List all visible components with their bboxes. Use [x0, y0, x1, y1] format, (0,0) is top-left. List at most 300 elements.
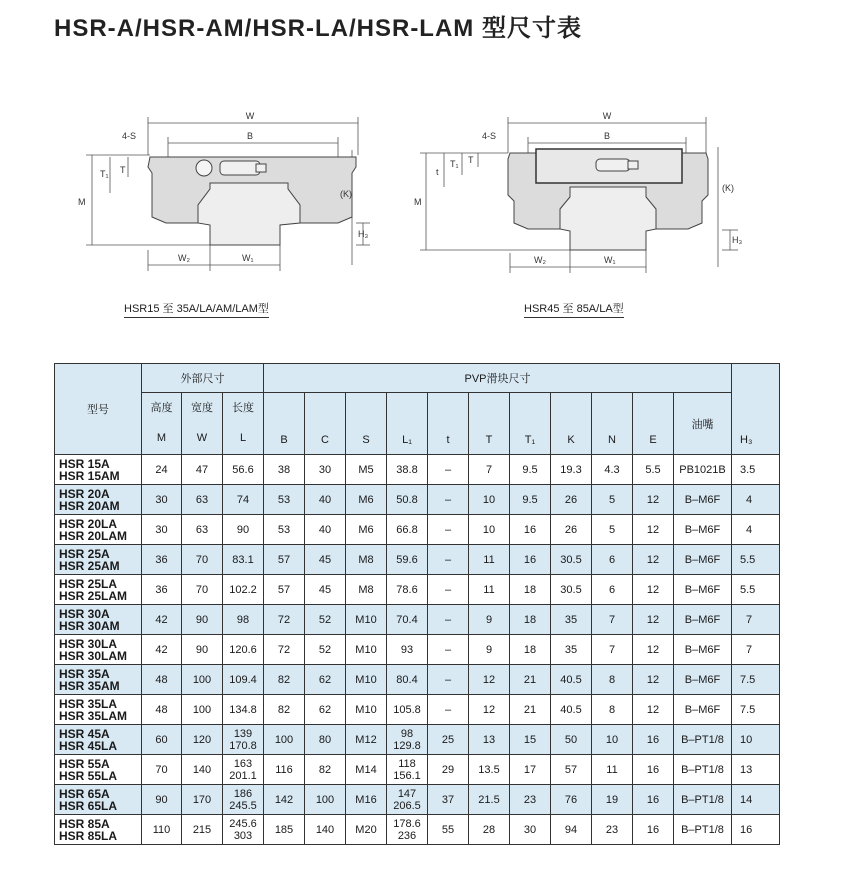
cell-l1 [387, 755, 428, 785]
cell-value-short: 98 [400, 727, 414, 740]
l-header: L [223, 422, 264, 455]
dim-k-label: (K) [722, 183, 734, 193]
b-header: B [264, 393, 305, 455]
cell-l1: 105.8 [387, 695, 428, 725]
cell-k: 30.5 [551, 575, 592, 605]
cell-s: M6 [346, 515, 387, 545]
cell-t1: 30 [510, 815, 551, 845]
cell-e: 16 [633, 785, 674, 815]
left-diagram-caption: HSR15 至 35A/LA/AM/LAM型 [124, 300, 269, 318]
cell-l1: 59.6 [387, 545, 428, 575]
model-name: HSR 35LA [59, 696, 118, 711]
cell-e: 12 [633, 485, 674, 515]
dim-h3-label: H₃ [732, 235, 743, 245]
cell-s: M10 [346, 665, 387, 695]
cell-t1: 18 [510, 605, 551, 635]
table-row [55, 545, 780, 575]
cell-t1: 15 [510, 725, 551, 755]
table-row [55, 785, 780, 815]
cell-l: 102.2 [223, 575, 264, 605]
dim-s-label: 4-S [122, 131, 137, 141]
cell-b: 142 [264, 785, 305, 815]
cell-value-short: 186 [233, 787, 253, 800]
model-name: HSR 20LA [59, 516, 118, 531]
cell-k: 94 [551, 815, 592, 845]
dim-w2-label: W₂ [178, 253, 190, 263]
dim-k-label: (K) [340, 189, 352, 199]
cell-value-long: 201.1 [229, 769, 257, 782]
cell-oil: B–M6F [674, 515, 732, 545]
dim-w-label: W [245, 111, 255, 121]
e-header: E [633, 393, 674, 455]
cell-m: 48 [142, 695, 182, 725]
cell-value-long: 206.5 [393, 799, 421, 812]
cell-k: 76 [551, 785, 592, 815]
cell-s: M12 [346, 725, 387, 755]
cell-t: – [428, 515, 469, 545]
cell-c: 82 [305, 755, 346, 785]
cell-l: 56.6 [223, 455, 264, 485]
cell-m: 110 [142, 815, 182, 845]
cell-c: 45 [305, 575, 346, 605]
cell-t: 10 [469, 515, 510, 545]
l1-header: L₁ [387, 393, 428, 455]
cell-m: 30 [142, 485, 182, 515]
cell-k: 50 [551, 725, 592, 755]
cell-k: 40.5 [551, 695, 592, 725]
model-name: HSR 55LA [59, 768, 118, 783]
model-cell [55, 515, 142, 545]
table-row [55, 635, 780, 665]
cell-n: 6 [592, 545, 633, 575]
model-name: HSR 20A [59, 486, 110, 501]
model-cell [55, 575, 142, 605]
model-name: HSR 35AM [59, 678, 120, 693]
cell-t: 25 [428, 725, 469, 755]
dimension-table [54, 363, 780, 845]
cell-n: 5 [592, 485, 633, 515]
cell-oil: B–M6F [674, 575, 732, 605]
cell-s: M8 [346, 545, 387, 575]
cell-t1: 21 [510, 665, 551, 695]
cell-n: 8 [592, 665, 633, 695]
model-cell [55, 755, 142, 785]
cell-w: 63 [182, 485, 223, 515]
cell-n: 5 [592, 515, 633, 545]
cell-e: 12 [633, 515, 674, 545]
cell-s: M10 [346, 605, 387, 635]
model-cell [55, 605, 142, 635]
cell-n: 7 [592, 605, 633, 635]
model-name: HSR 15AM [59, 468, 120, 483]
left-block-diagram [70, 105, 390, 285]
cell-w: 90 [182, 635, 223, 665]
cell-m: 30 [142, 515, 182, 545]
cell-t1: 9.5 [510, 455, 551, 485]
cell-b: 116 [264, 755, 305, 785]
cell-value-long: 245.5 [229, 799, 257, 812]
cell-w: 100 [182, 695, 223, 725]
cell-c: 52 [305, 605, 346, 635]
cell-value-short: 139 [233, 727, 253, 740]
cell-n: 8 [592, 695, 633, 725]
cell-e: 12 [633, 635, 674, 665]
cell-e: 12 [633, 605, 674, 635]
cell-t1: 16 [510, 515, 551, 545]
cell-n: 11 [592, 755, 633, 785]
cell-m: 24 [142, 455, 182, 485]
cell-k: 30.5 [551, 545, 592, 575]
cell-h3: 7 [732, 635, 780, 665]
cell-k: 19.3 [551, 455, 592, 485]
cell-w: 140 [182, 755, 223, 785]
cell-t1: 9.5 [510, 485, 551, 515]
cell-c: 80 [305, 725, 346, 755]
dim-w2-label: W₂ [534, 255, 546, 265]
model-name: HSR 65A [59, 786, 110, 801]
cell-e: 12 [633, 665, 674, 695]
right-diagram-caption: HSR45 至 85A/LA型 [524, 300, 624, 318]
cell-m: 60 [142, 725, 182, 755]
outer-dim-header: 外部尺寸 [142, 364, 264, 393]
cell-k: 35 [551, 635, 592, 665]
cell-l1: 38.8 [387, 455, 428, 485]
cell-l [223, 815, 264, 845]
model-name: HSR 55A [59, 756, 110, 771]
cell-h3: 10 [732, 725, 780, 755]
dim-m-label: M [414, 197, 422, 207]
cell-t: – [428, 455, 469, 485]
cell-h3: 16 [732, 815, 780, 845]
cell-b: 72 [264, 635, 305, 665]
cell-b: 185 [264, 815, 305, 845]
cell-t: – [428, 575, 469, 605]
model-name: HSR 25AM [59, 558, 120, 573]
cell-oil: B–M6F [674, 545, 732, 575]
cell-k: 26 [551, 485, 592, 515]
k-header: K [551, 393, 592, 455]
cell-b: 57 [264, 575, 305, 605]
cell-c: 30 [305, 455, 346, 485]
cell-c: 45 [305, 545, 346, 575]
model-name: HSR 25LA [59, 576, 118, 591]
cell-value-short: 245.6 [229, 817, 257, 830]
cell-m: 42 [142, 605, 182, 635]
cell-k: 35 [551, 605, 592, 635]
table-row [55, 725, 780, 755]
cell-e: 12 [633, 575, 674, 605]
cell-b: 72 [264, 605, 305, 635]
cell-t: – [428, 665, 469, 695]
cell-h3: 7.5 [732, 695, 780, 725]
cell-n: 10 [592, 725, 633, 755]
table-row [55, 455, 780, 485]
cell-w: 47 [182, 455, 223, 485]
n-header: N [592, 393, 633, 455]
cell-b: 53 [264, 485, 305, 515]
model-name: HSR 15A [59, 456, 110, 471]
cell-l: 98 [223, 605, 264, 635]
cell-s: M16 [346, 785, 387, 815]
model-name: HSR 45A [59, 726, 110, 741]
cell-oil: B–PT1/8 [674, 815, 732, 845]
cell-n: 4.3 [592, 455, 633, 485]
page-title: HSR-A/HSR-AM/HSR-LA/HSR-LAM 型尺寸表 [54, 15, 582, 42]
cell-h3: 13 [732, 755, 780, 785]
cell-value-short: 178.6 [393, 817, 421, 830]
cell-e: 12 [633, 695, 674, 725]
cell-c: 100 [305, 785, 346, 815]
pvp-dim-header: PVP滑块尺寸 [264, 364, 732, 393]
cell-oil: B–M6F [674, 665, 732, 695]
model-name: HSR 65LA [59, 798, 118, 813]
cell-n: 19 [592, 785, 633, 815]
cell-t1: 18 [510, 575, 551, 605]
cell-value-short: 163 [233, 757, 253, 770]
cell-n: 6 [592, 575, 633, 605]
table-row [55, 695, 780, 725]
cell-t: 7 [469, 455, 510, 485]
cell-oil: B–M6F [674, 605, 732, 635]
cell-oil: B–PT1/8 [674, 755, 732, 785]
table-row [55, 665, 780, 695]
cell-t: 37 [428, 785, 469, 815]
table-row [55, 575, 780, 605]
cell-l: 74 [223, 485, 264, 515]
cell-l1: 78.6 [387, 575, 428, 605]
model-cell [55, 635, 142, 665]
cell-e: 16 [633, 815, 674, 845]
cell-s: M10 [346, 695, 387, 725]
length-header: 长度 [223, 393, 264, 422]
model-cell [55, 785, 142, 815]
cell-m: 48 [142, 665, 182, 695]
cell-t: 55 [428, 815, 469, 845]
cell-t: 13.5 [469, 755, 510, 785]
cell-c: 52 [305, 635, 346, 665]
cell-m: 36 [142, 545, 182, 575]
cell-l1: 66.8 [387, 515, 428, 545]
cell-value-long: 156.1 [393, 769, 421, 782]
model-name: HSR 85A [59, 816, 110, 831]
cell-c: 40 [305, 515, 346, 545]
cell-h3: 3.5 [732, 455, 780, 485]
dim-w1-label: W₁ [242, 253, 254, 263]
dim-t1-label: T₁ [100, 169, 109, 179]
cell-value-long: 236 [397, 829, 417, 842]
cell-l1: 50.8 [387, 485, 428, 515]
cell-value-long: 129.8 [393, 739, 421, 752]
s-header: S [346, 393, 387, 455]
cell-oil: B–M6F [674, 695, 732, 725]
t-header: T [469, 393, 510, 455]
cell-t: 29 [428, 755, 469, 785]
cell-b: 82 [264, 695, 305, 725]
cell-l: 134.8 [223, 695, 264, 725]
width-header: 宽度 [182, 393, 223, 422]
cell-w: 100 [182, 665, 223, 695]
model-header: 型号 [55, 364, 142, 455]
grease-nipple-header: 油嘴 [674, 393, 732, 455]
cell-s: M8 [346, 575, 387, 605]
cell-e: 16 [633, 755, 674, 785]
cell-t: 21.5 [469, 785, 510, 815]
table-row [55, 815, 780, 845]
cell-t: – [428, 605, 469, 635]
cell-t: 12 [469, 695, 510, 725]
cell-b: 100 [264, 725, 305, 755]
dim-t-label: T [120, 165, 126, 175]
cell-c: 62 [305, 695, 346, 725]
cell-l: 83.1 [223, 545, 264, 575]
model-name: HSR 20LAM [59, 528, 128, 543]
cell-m: 70 [142, 755, 182, 785]
cell-m: 90 [142, 785, 182, 815]
cell-oil: PB1021B [674, 455, 732, 485]
cell-s: M5 [346, 455, 387, 485]
cell-value-long: 170.8 [229, 739, 257, 752]
cell-oil: B–M6F [674, 485, 732, 515]
cell-s: M14 [346, 755, 387, 785]
dim-t-small-label: t [436, 167, 439, 177]
cell-t: 9 [469, 635, 510, 665]
cell-b: 53 [264, 515, 305, 545]
model-name: HSR 85LA [59, 828, 118, 843]
cell-m: 42 [142, 635, 182, 665]
cell-n: 23 [592, 815, 633, 845]
cell-s: M20 [346, 815, 387, 845]
model-cell [55, 455, 142, 485]
cell-t1: 16 [510, 545, 551, 575]
cell-n: 7 [592, 635, 633, 665]
model-name: HSR 45LA [59, 738, 118, 753]
cell-l1: 93 [387, 635, 428, 665]
cell-w: 70 [182, 575, 223, 605]
dim-s-label: 4-S [482, 131, 497, 141]
model-cell [55, 485, 142, 515]
cell-oil: B–PT1/8 [674, 785, 732, 815]
cell-t: 13 [469, 725, 510, 755]
cell-e: 12 [633, 545, 674, 575]
cell-t: 10 [469, 485, 510, 515]
cell-s: M6 [346, 485, 387, 515]
model-name: HSR 35LAM [59, 708, 128, 723]
cell-t: 11 [469, 575, 510, 605]
cell-t: 12 [469, 665, 510, 695]
cell-h3: 7.5 [732, 665, 780, 695]
cell-c: 62 [305, 665, 346, 695]
cell-m: 36 [142, 575, 182, 605]
t-small-header: t [428, 393, 469, 455]
cell-k: 40.5 [551, 665, 592, 695]
cell-s: M10 [346, 635, 387, 665]
m-header: M [142, 422, 182, 455]
cell-e: 16 [633, 725, 674, 755]
cell-h3: 4 [732, 485, 780, 515]
cell-t1: 17 [510, 755, 551, 785]
dim-m-label: M [78, 197, 86, 207]
cell-t: 9 [469, 605, 510, 635]
cell-e: 5.5 [633, 455, 674, 485]
cell-h3: 14 [732, 785, 780, 815]
model-cell [55, 815, 142, 845]
cell-l1 [387, 815, 428, 845]
cell-k: 57 [551, 755, 592, 785]
model-name: HSR 30A [59, 606, 110, 621]
cell-t: – [428, 635, 469, 665]
cell-l1: 80.4 [387, 665, 428, 695]
cell-value-long: 303 [233, 829, 253, 842]
model-name: HSR 20AM [59, 498, 120, 513]
cell-l [223, 725, 264, 755]
cell-value-short: 118 [398, 757, 416, 770]
cell-k: 26 [551, 515, 592, 545]
cell-h3: 5.5 [732, 545, 780, 575]
cell-t1: 21 [510, 695, 551, 725]
dim-h3-label: H₃ [358, 229, 369, 239]
cell-l: 120.6 [223, 635, 264, 665]
h3-header: H₃ [732, 364, 780, 455]
dim-w-label: W [602, 111, 612, 121]
cell-c: 40 [305, 485, 346, 515]
cell-oil: B–PT1/8 [674, 725, 732, 755]
dim-w1-label: W₁ [604, 255, 616, 265]
dim-b-label: B [603, 131, 611, 141]
cell-w: 63 [182, 515, 223, 545]
model-name: HSR 25A [59, 546, 110, 561]
cell-b: 57 [264, 545, 305, 575]
right-block-diagram [410, 105, 750, 285]
cell-t: 28 [469, 815, 510, 845]
cell-l [223, 785, 264, 815]
cell-value-short: 147 [397, 787, 417, 800]
cell-w: 90 [182, 605, 223, 635]
cell-l1 [387, 725, 428, 755]
dim-t1-label: T₁ [450, 159, 459, 169]
cell-w: 70 [182, 545, 223, 575]
model-name: HSR 25LAM [59, 588, 128, 603]
cell-l1 [387, 785, 428, 815]
model-cell [55, 665, 142, 695]
t1-header: T₁ [510, 393, 551, 455]
cell-t1: 23 [510, 785, 551, 815]
cell-oil: B–M6F [674, 635, 732, 665]
cell-l: 109.4 [223, 665, 264, 695]
height-header: 高度 [142, 393, 182, 422]
table-body [55, 455, 780, 845]
cell-w: 215 [182, 815, 223, 845]
model-name: HSR 30AM [59, 618, 120, 633]
w-header: W [182, 422, 223, 455]
model-name: HSR 30LAM [59, 648, 128, 663]
model-cell [55, 695, 142, 725]
model-name: HSR 30LA [59, 636, 118, 651]
cell-b: 38 [264, 455, 305, 485]
cell-t: – [428, 485, 469, 515]
cell-w: 120 [182, 725, 223, 755]
table-row [55, 755, 780, 785]
cell-l1: 70.4 [387, 605, 428, 635]
cell-b: 82 [264, 665, 305, 695]
table-row [55, 515, 780, 545]
model-cell [55, 545, 142, 575]
cell-t1: 18 [510, 635, 551, 665]
cell-l: 90 [223, 515, 264, 545]
c-header: C [305, 393, 346, 455]
cell-h3: 7 [732, 605, 780, 635]
cell-l [223, 755, 264, 785]
table-row [55, 485, 780, 515]
